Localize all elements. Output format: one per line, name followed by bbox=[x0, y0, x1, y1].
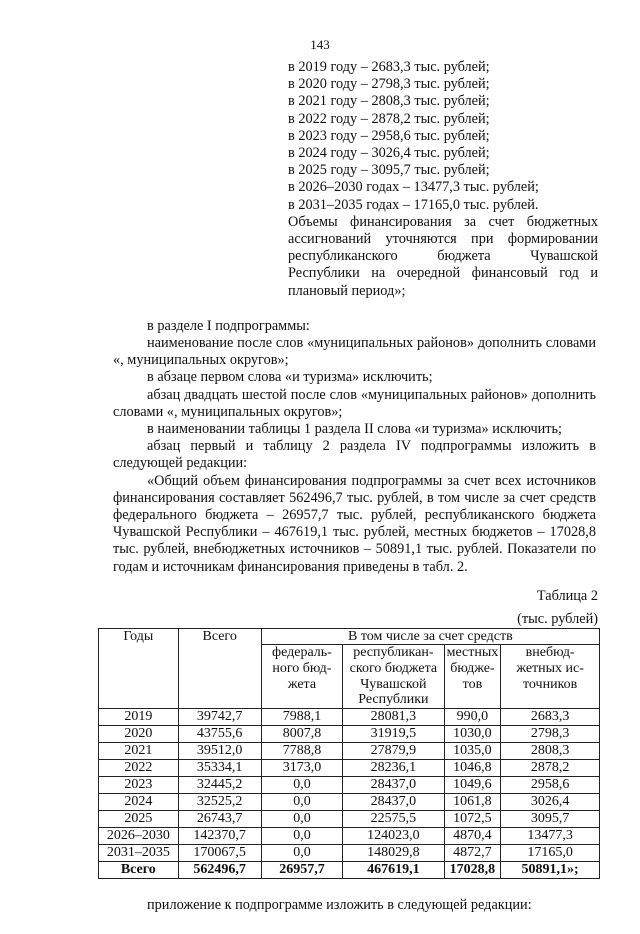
year-funding-line: в 2020 году – 2798,3 тыс. рублей; bbox=[288, 76, 490, 93]
year-funding-line: в 2019 году – 2683,3 тыс. рублей; bbox=[288, 59, 490, 75]
table-cell: 2022 bbox=[99, 759, 179, 776]
table-cell: 467619,1 bbox=[343, 861, 444, 878]
table-cell: 7988,1 bbox=[261, 708, 342, 725]
paragraph: наименование после слов «муниципальных районов» дополнить словами «, муниципальных округов»; bbox=[113, 335, 596, 369]
year-funding-line: в 2022 году – 2878,2 тыс. рублей; bbox=[288, 110, 490, 127]
table-cell: 2021 bbox=[99, 742, 179, 759]
table-cell: 562496,7 bbox=[178, 861, 261, 878]
table-row bbox=[99, 708, 600, 725]
table-cell: 27879,9 bbox=[343, 742, 444, 759]
table-cell: 1030,0 bbox=[444, 725, 501, 742]
table-cell: 1061,8 bbox=[444, 793, 501, 810]
header-federal: федераль-ного бюд-жета bbox=[261, 645, 342, 708]
table-row bbox=[99, 844, 600, 861]
table-cell: 124023,0 bbox=[343, 827, 444, 844]
table-cell: 1035,0 bbox=[444, 742, 501, 759]
year-funding-line: в 2024 году – 3026,4 тыс. рублей; bbox=[288, 145, 490, 162]
table-cell: 990,0 bbox=[444, 708, 501, 725]
table-cell: 26957,7 bbox=[261, 861, 342, 878]
header-total: Всего bbox=[178, 628, 261, 708]
table-cell: 2031–2035 bbox=[99, 844, 179, 861]
table-cell: 35334,1 bbox=[178, 759, 261, 776]
table-cell: 28437,0 bbox=[343, 776, 444, 793]
table-cell: 170067,5 bbox=[178, 844, 261, 861]
year-funding-line: в 2031–2035 годах – 17165,0 тыс. рублей. bbox=[288, 196, 539, 213]
table-row bbox=[99, 793, 600, 810]
paragraph: в абзаце первом слова «и туризма» исключить; bbox=[147, 369, 433, 386]
table-cell: 2798,3 bbox=[501, 725, 600, 742]
paragraph: абзац первый и таблицу 2 раздела IV подпрограммы изложить в следующей редакции: bbox=[113, 438, 596, 472]
table-cell: 50891,1»; bbox=[501, 861, 600, 878]
paragraph: абзац двадцать шестой после слов «муниципальных районов» дополнить словами «, муниципальных округов»; bbox=[113, 386, 596, 420]
table-cell: 4870,4 bbox=[444, 827, 501, 844]
table-row bbox=[99, 725, 600, 742]
table-cell: 0,0 bbox=[261, 827, 342, 844]
table-cell: 17165,0 bbox=[501, 844, 600, 861]
funding-by-year-list bbox=[288, 59, 598, 300]
table-cell: 4872,7 bbox=[444, 844, 501, 861]
total-row bbox=[99, 861, 600, 878]
amendment-text bbox=[113, 318, 596, 576]
page-number: 143 bbox=[310, 37, 330, 52]
header-years: Годы bbox=[99, 628, 179, 708]
table-cell: 148029,8 bbox=[343, 844, 444, 861]
table-cell: 3173,0 bbox=[261, 759, 342, 776]
table-cell: 39742,7 bbox=[178, 708, 261, 725]
table-row bbox=[99, 742, 600, 759]
table-cell: 0,0 bbox=[261, 776, 342, 793]
table-row bbox=[99, 776, 600, 793]
table-cell: 1049,6 bbox=[444, 776, 501, 793]
table-cell: 43755,6 bbox=[178, 725, 261, 742]
table-cell: 2025 bbox=[99, 810, 179, 827]
table-cell: 2808,3 bbox=[501, 742, 600, 759]
year-funding-line: в 2023 году – 2958,6 тыс. рублей; bbox=[288, 127, 490, 144]
table-cell: 2878,2 bbox=[501, 759, 600, 776]
table-cell: 32445,2 bbox=[178, 776, 261, 793]
table-cell: 28437,0 bbox=[343, 793, 444, 810]
table-cell: 28081,3 bbox=[343, 708, 444, 725]
table-cell: 3026,4 bbox=[501, 793, 600, 810]
table-row bbox=[99, 827, 600, 844]
table-cell: 2958,6 bbox=[501, 776, 600, 793]
table-cell: 8007,8 bbox=[261, 725, 342, 742]
table-row bbox=[99, 810, 600, 827]
table-cell: 1072,5 bbox=[444, 810, 501, 827]
table-unit: (тыс. рублей) bbox=[517, 610, 598, 627]
table-cell: 1046,8 bbox=[444, 759, 501, 776]
table-cell: 0,0 bbox=[261, 844, 342, 861]
table-cell: 2020 bbox=[99, 725, 179, 742]
table-cell: 22575,5 bbox=[343, 810, 444, 827]
table-cell: 7788,8 bbox=[261, 742, 342, 759]
table-cell: 2026–2030 bbox=[99, 827, 179, 844]
table-cell: 32525,2 bbox=[178, 793, 261, 810]
year-funding-line: в 2026–2030 годах – 13477,3 тыс. рублей; bbox=[288, 179, 539, 196]
funding-note: Объемы финансирования за счет бюджетных ассигнований уточняются при формировании республиканского бюджета Чувашской Республики на очередной финансовый год и плановый период»; bbox=[288, 213, 598, 299]
year-funding-line: в 2025 году – 3095,7 тыс. рублей; bbox=[288, 162, 490, 179]
table-cell: 3095,7 bbox=[501, 810, 600, 827]
paragraph: в наименовании таблицы 1 раздела II слова «и туризма» исключить; bbox=[147, 421, 563, 438]
table-cell: 2023 bbox=[99, 776, 179, 793]
table-cell: 142370,7 bbox=[178, 827, 261, 844]
table-cell: 28236,1 bbox=[343, 759, 444, 776]
financing-table bbox=[98, 628, 600, 879]
closing-text: приложение к подпрограмме изложить в следующей редакции: bbox=[147, 896, 532, 913]
table-cell: 2024 bbox=[99, 793, 179, 810]
table-cell: 2683,3 bbox=[501, 708, 600, 725]
table-cell: 17028,8 bbox=[444, 861, 501, 878]
table-cell: 0,0 bbox=[261, 793, 342, 810]
year-funding-line: в 2021 году – 2808,3 тыс. рублей; bbox=[288, 93, 490, 110]
header-extra: внебюд-жетных ис-точников bbox=[501, 645, 600, 708]
paragraph: «Общий объем финансирования подпрограммы за счет всех источников финансирования составляет 562496,7 тыс. рублей, в том числе за счет средств федерального бюджета – 26957,7 тыс. рублей, республиканского бюджета Чувашской Республики – 467619,1 тыс. рублей, местных бюджетов – 17028,8 тыс. рублей, внебюджетных источников – 50891,1 тыс. рублей. Показатели по годам и источникам финансирования приведены в табл. 2. bbox=[113, 472, 596, 575]
header-group: В том числе за счет средств bbox=[261, 628, 599, 645]
header-local: местных бюдже-тов bbox=[444, 645, 501, 708]
table-cell: 0,0 bbox=[261, 810, 342, 827]
table-cell: Всего bbox=[99, 861, 179, 878]
header-republic: республикан-ского бюджета Чувашской Республики bbox=[343, 645, 444, 708]
table-cell: 2019 bbox=[99, 708, 179, 725]
table-cell: 13477,3 bbox=[501, 827, 600, 844]
table-cell: 26743,7 bbox=[178, 810, 261, 827]
table-cell: 31919,5 bbox=[343, 725, 444, 742]
table-caption: Таблица 2 bbox=[536, 587, 598, 604]
table-row bbox=[99, 759, 600, 776]
table-cell: 39512,0 bbox=[178, 742, 261, 759]
paragraph: в разделе I подпрограммы: bbox=[147, 317, 310, 334]
